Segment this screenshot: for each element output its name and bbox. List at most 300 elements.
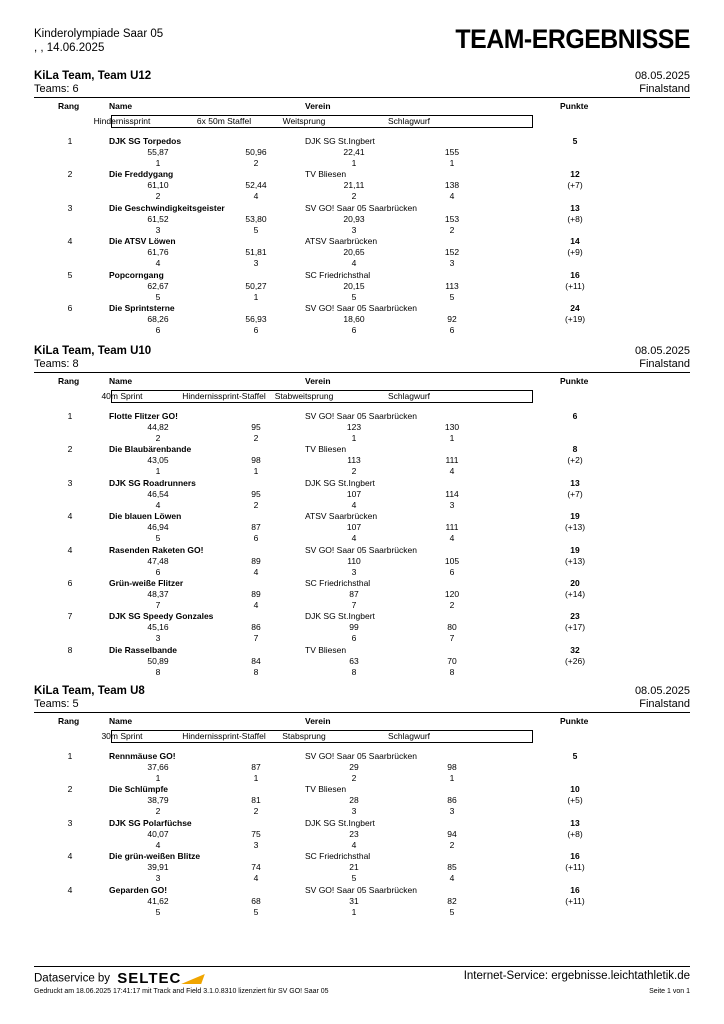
team-club: SV GO! Saar 05 Saarbrücken	[305, 884, 417, 895]
discipline-result: 40,07	[147, 828, 169, 839]
discipline-rank: 1	[155, 773, 161, 783]
discipline-result: 152	[444, 247, 460, 258]
col-punkte: Punkte	[560, 376, 589, 386]
discipline-result: 138	[444, 180, 460, 191]
team-name: Die Freddygang	[109, 169, 174, 180]
discipline-rank: 5	[253, 906, 259, 917]
discipline-result: 29	[349, 762, 359, 772]
discipline-rank: 2	[253, 806, 259, 817]
discipline-rank: 3	[351, 224, 357, 235]
team-points: 19	[570, 544, 580, 555]
discipline-rank: 5	[449, 291, 455, 302]
team-club: DJK SG St.Ingbert	[305, 136, 375, 146]
table-row	[34, 478, 690, 511]
discipline-result: 113	[445, 280, 459, 291]
discipline-result: 99	[349, 622, 359, 633]
team-name: Rasenden Raketen GO!	[109, 544, 204, 555]
table-row	[34, 169, 690, 202]
team-points: 12	[570, 169, 580, 180]
team-points: 23	[570, 611, 580, 622]
discipline-rank: 7	[449, 633, 455, 644]
discipline-rank: 6	[253, 325, 259, 335]
discipline-result: 41,62	[147, 895, 169, 906]
discipline-result: 48,37	[147, 589, 169, 599]
discipline-result: 70	[447, 655, 457, 666]
discipline-result: 87	[251, 762, 261, 772]
discipline-result: 37,66	[147, 762, 169, 772]
discipline-result: 22,41	[343, 147, 365, 157]
points-difference: (+11)	[565, 862, 585, 873]
points-difference: (+26)	[564, 655, 586, 666]
team-club: ATSV Saarbrücken	[305, 236, 378, 247]
points-difference: (+19)	[564, 314, 586, 324]
discipline-rank: 7	[351, 600, 357, 610]
discipline-rank: 1	[155, 158, 161, 168]
team-name: Geparden GO!	[109, 884, 168, 895]
team-points: 5	[572, 751, 578, 761]
event-date: , , 14.06.2025	[34, 42, 105, 54]
team-club: SC Friedrichsthal	[305, 269, 371, 280]
footer-dataservice	[34, 970, 203, 987]
discipline-result: 31	[349, 895, 359, 906]
discipline-result: 110	[347, 555, 361, 566]
discipline-rank: 3	[449, 258, 455, 269]
team-rank: 3	[67, 817, 73, 828]
team-rank: 4	[67, 851, 73, 862]
team-rank: 4	[67, 884, 73, 895]
discipline-result: 68,26	[147, 314, 169, 324]
section-team-count: Teams: 8	[34, 358, 79, 370]
discipline-rank: 1	[449, 773, 455, 783]
discipline-rank: 1	[351, 433, 357, 443]
discipline-rank: 3	[155, 633, 161, 644]
table-row	[34, 136, 690, 169]
discipline-result: 68	[251, 895, 261, 906]
discipline-result: 39,91	[147, 862, 169, 873]
team-rank: 8	[67, 644, 73, 655]
points-difference: (+13)	[564, 555, 586, 566]
discipline-rank: 1	[253, 773, 259, 783]
discipline-rank: 2	[253, 499, 259, 510]
team-club: SV GO! Saar 05 Saarbrücken	[305, 202, 417, 213]
section-team-count: Teams: 6	[34, 83, 79, 95]
team-rank: 4	[67, 511, 73, 522]
col-verein: Verein	[305, 716, 331, 726]
discipline-result: 28	[349, 795, 359, 806]
header-rule	[34, 97, 690, 98]
discipline-result: 155	[444, 147, 460, 157]
discipline-rank: 6	[155, 325, 161, 335]
discipline-result: 80	[447, 622, 457, 633]
discipline-rank: 4	[449, 533, 455, 544]
discipline-header: Hindernissprint-Staffel	[182, 391, 266, 401]
discipline-header: 40m Sprint	[101, 391, 143, 401]
discipline-result: 81	[251, 795, 261, 806]
discipline-result: 51,81	[245, 247, 267, 258]
team-name: Die Rasselbande	[109, 644, 178, 655]
team-name: Die Schlümpfe	[109, 784, 169, 795]
team-club: TV Bliesen	[305, 444, 347, 455]
team-points: 5	[572, 136, 578, 146]
discipline-rank: 4	[155, 258, 161, 269]
discipline-header: Weitsprung	[282, 116, 326, 126]
discipline-rank: 7	[155, 600, 161, 610]
discipline-result: 95	[251, 488, 261, 499]
team-rank: 4	[67, 236, 73, 247]
footer-page: Seite 1 von 1	[649, 988, 690, 995]
discipline-rank: 6	[351, 325, 357, 335]
table-row	[34, 511, 690, 544]
points-difference: (+17)	[564, 622, 586, 633]
points-difference: (+14)	[564, 589, 586, 599]
section-status: Finalstand	[639, 698, 690, 710]
discipline-result: 82	[447, 895, 457, 906]
section-team-count: Teams: 5	[34, 698, 79, 710]
discipline-result: 53,80	[245, 213, 267, 224]
discipline-rank: 4	[155, 499, 161, 510]
discipline-rank: 4	[351, 533, 357, 544]
discipline-result: 62,67	[147, 280, 169, 291]
team-club: DJK SG St.Ingbert	[305, 477, 375, 488]
discipline-result: 50,89	[147, 655, 169, 666]
discipline-rank: 2	[253, 158, 259, 168]
table-row	[34, 411, 690, 444]
discipline-rank: 2	[155, 191, 161, 202]
discipline-header: 6x 50m Staffel	[196, 116, 252, 126]
discipline-rank: 1	[449, 158, 455, 168]
team-name: Flotte Flitzer GO!	[109, 411, 178, 421]
team-name: Die ATSV Löwen	[109, 236, 176, 247]
discipline-result: 153	[444, 213, 460, 224]
column-headers	[34, 101, 690, 113]
discipline-rank: 1	[155, 466, 161, 477]
table-row	[34, 303, 690, 336]
discipline-result: 38,79	[147, 795, 169, 806]
discipline-result: 75	[251, 828, 261, 839]
discipline-result: 123	[346, 422, 362, 432]
table-row	[34, 611, 690, 644]
team-name: DJK SG Polarfüchse	[109, 817, 192, 828]
discipline-rank: 1	[253, 291, 259, 302]
team-rank: 1	[67, 411, 73, 421]
discipline-rank: 3	[351, 806, 357, 817]
discipline-rank: 3	[449, 499, 455, 510]
discipline-result: 94	[447, 828, 457, 839]
team-name: DJK SG Speedy Gonzales	[109, 611, 214, 622]
team-club: SC Friedrichsthal	[305, 851, 371, 862]
team-club: TV Bliesen	[305, 784, 347, 795]
discipline-result: 89	[251, 589, 261, 599]
team-club: TV Bliesen	[305, 169, 347, 180]
discipline-rank: 2	[155, 433, 161, 443]
team-club: SV GO! Saar 05 Saarbrücken	[305, 544, 417, 555]
team-points: 8	[572, 444, 578, 455]
points-difference: (+5)	[567, 795, 583, 806]
section-status: Finalstand	[639, 83, 690, 95]
table-row	[34, 578, 690, 611]
col-verein: Verein	[305, 101, 331, 111]
team-points: 13	[570, 817, 580, 828]
section-date: 08.05.2025	[634, 345, 690, 357]
discipline-rank: 4	[253, 191, 259, 202]
team-name: Die blauen Löwen	[109, 511, 182, 522]
team-rank: 2	[67, 169, 73, 180]
discipline-result: 98	[251, 455, 261, 466]
header-rule	[34, 372, 690, 373]
discipline-result: 111	[445, 522, 459, 533]
discipline-rank: 4	[449, 873, 455, 884]
discipline-header: Stabsprung	[282, 731, 326, 741]
points-difference: (+9)	[567, 247, 583, 258]
discipline-result: 56,93	[245, 314, 267, 324]
discipline-result: 107	[346, 488, 362, 499]
discipline-rank: 5	[351, 873, 357, 884]
discipline-rank: 7	[253, 633, 259, 644]
team-name: Rennmäuse GO!	[109, 751, 176, 761]
discipline-rank: 1	[351, 906, 357, 917]
discipline-rank: 2	[351, 191, 357, 202]
discipline-rank: 4	[253, 566, 259, 577]
discipline-result: 23	[349, 828, 359, 839]
table-row	[34, 751, 690, 784]
col-name: Name	[109, 376, 133, 386]
section-status: Finalstand	[639, 358, 690, 370]
team-points: 13	[570, 202, 580, 213]
discipline-rank: 5	[155, 291, 161, 302]
discipline-result: 114	[445, 488, 459, 499]
discipline-rank: 8	[449, 666, 455, 677]
discipline-result: 87	[251, 522, 261, 533]
discipline-rank: 6	[253, 533, 259, 544]
discipline-result: 105	[444, 555, 460, 566]
discipline-rank: 5	[155, 533, 161, 544]
team-points: 14	[570, 236, 580, 247]
discipline-result: 21,11	[343, 180, 365, 191]
table-row	[34, 851, 690, 884]
discipline-result: 98	[447, 762, 457, 772]
table-row	[34, 818, 690, 851]
discipline-rank: 3	[253, 839, 259, 850]
team-club: DJK SG St.Ingbert	[305, 611, 375, 622]
points-difference: (+13)	[564, 522, 586, 533]
col-rang: Rang	[58, 101, 80, 111]
discipline-header: 30m Sprint	[101, 731, 143, 741]
discipline-result: 21	[349, 862, 359, 873]
team-name: DJK SG Roadrunners	[109, 477, 196, 488]
section-title: KiLa Team, Team U8	[34, 685, 145, 697]
discipline-rank: 2	[351, 773, 357, 783]
dataservice-label: Dataservice by	[34, 972, 111, 985]
page-title: TEAM-ERGEBNISSE	[455, 24, 690, 54]
discipline-rank: 4	[449, 191, 455, 202]
team-points: 19	[570, 511, 580, 522]
discipline-result: 46,54	[147, 488, 169, 499]
discipline-result: 44,82	[147, 422, 169, 432]
discipline-rank: 4	[351, 258, 357, 269]
discipline-result: 61,52	[147, 213, 169, 224]
discipline-rank: 4	[253, 873, 259, 884]
points-difference: (+11)	[565, 895, 585, 906]
points-difference: (+7)	[567, 488, 583, 499]
team-points: 24	[570, 303, 580, 313]
footer-printed: Gedruckt am 18.06.2025 17:41:17 mit Track and Field 3.1.0.8310 lizenziert für SV GO! Saar 05	[34, 988, 329, 995]
discipline-rank: 1	[449, 433, 455, 443]
discipline-rank: 6	[449, 325, 455, 335]
discipline-result: 85	[447, 862, 457, 873]
team-points: 32	[570, 644, 580, 655]
discipline-rank: 4	[155, 839, 161, 850]
discipline-rank: 8	[253, 666, 259, 677]
col-rang: Rang	[58, 716, 80, 726]
team-points: 16	[570, 269, 580, 280]
table-row	[34, 270, 690, 303]
discipline-header: Hindernissprint	[93, 116, 151, 126]
discipline-result: 50,27	[245, 280, 267, 291]
discipline-result: 47,48	[147, 555, 169, 566]
points-difference: (+11)	[565, 280, 585, 291]
table-row	[34, 236, 690, 269]
discipline-result: 20,15	[343, 280, 365, 291]
discipline-result: 45,16	[147, 622, 169, 633]
discipline-rank: 2	[449, 839, 455, 850]
points-difference: (+8)	[567, 828, 583, 839]
col-name: Name	[109, 101, 133, 111]
discipline-rank: 8	[351, 666, 357, 677]
discipline-result: 113	[347, 455, 361, 466]
discipline-result: 20,93	[343, 213, 365, 224]
team-points: 16	[570, 851, 580, 862]
discipline-result: 50,96	[245, 147, 267, 157]
section-title: KiLa Team, Team U10	[34, 345, 152, 357]
discipline-rank: 3	[155, 873, 161, 884]
team-name: Popcorngang	[109, 269, 164, 280]
discipline-rank: 4	[351, 839, 357, 850]
discipline-result: 61,76	[147, 247, 169, 258]
discipline-rank: 2	[449, 224, 455, 235]
team-rank: 1	[67, 751, 73, 761]
column-headers	[34, 716, 690, 728]
discipline-result: 20,65	[343, 247, 365, 258]
team-points: 13	[570, 477, 580, 488]
team-rank: 3	[67, 202, 73, 213]
section-date: 08.05.2025	[634, 685, 690, 697]
discipline-rank: 2	[253, 433, 259, 443]
team-rank: 4	[67, 544, 73, 555]
team-club: SV GO! Saar 05 Saarbrücken	[305, 751, 417, 761]
discipline-rank: 6	[351, 633, 357, 644]
team-name: Grün-weiße Flitzer	[109, 578, 184, 588]
table-row	[34, 885, 690, 918]
discipline-result: 89	[251, 555, 261, 566]
discipline-rank: 1	[351, 158, 357, 168]
discipline-rank: 5	[155, 906, 161, 917]
team-name: Die Blaubärenbande	[109, 444, 192, 455]
event-name: Kinderolympiade Saar 05	[34, 28, 164, 40]
discipline-result: 87	[349, 589, 359, 599]
team-rank: 7	[67, 611, 73, 622]
team-name: Die Geschwindigkeitsgeister	[109, 202, 225, 213]
discipline-rank: 5	[449, 906, 455, 917]
discipline-header: Schlagwurf	[387, 391, 431, 401]
points-difference: (+2)	[567, 455, 583, 466]
team-name: Die grün-weißen Blitze	[109, 851, 201, 862]
table-row	[34, 545, 690, 578]
discipline-result: 18,60	[343, 314, 365, 324]
discipline-rank: 6	[155, 566, 161, 577]
discipline-result: 74	[251, 862, 261, 873]
discipline-rank: 3	[351, 566, 357, 577]
discipline-rank: 4	[253, 600, 259, 610]
discipline-result: 120	[444, 589, 460, 599]
discipline-rank: 8	[155, 666, 161, 677]
discipline-rank: 5	[351, 291, 357, 302]
team-rank: 2	[67, 784, 73, 795]
col-punkte: Punkte	[560, 101, 589, 111]
col-name: Name	[109, 716, 133, 726]
col-verein: Verein	[305, 376, 331, 386]
discipline-result: 111	[445, 455, 459, 466]
seltec-logo: SELTEC	[117, 970, 203, 987]
team-rank: 5	[67, 269, 73, 280]
team-club: SV GO! Saar 05 Saarbrücken	[305, 303, 417, 313]
discipline-rank: 3	[155, 224, 161, 235]
footer-internet-service: Internet-Service: ergebnisse.leichtathletik.de	[463, 970, 690, 982]
team-rank: 1	[67, 136, 73, 146]
team-points: 16	[570, 884, 580, 895]
team-rank: 2	[67, 444, 73, 455]
discipline-rank: 2	[155, 806, 161, 817]
discipline-result: 61,10	[147, 180, 169, 191]
discipline-rank: 4	[449, 466, 455, 477]
col-rang: Rang	[58, 376, 80, 386]
footer-divider	[34, 966, 690, 967]
team-club: DJK SG St.Ingbert	[305, 817, 375, 828]
discipline-result: 55,87	[147, 147, 169, 157]
discipline-rank: 2	[351, 466, 357, 477]
discipline-result: 107	[346, 522, 362, 533]
team-club: TV Bliesen	[305, 644, 347, 655]
points-difference: (+7)	[567, 180, 583, 191]
team-rank: 6	[67, 578, 73, 588]
team-rank: 3	[67, 477, 73, 488]
discipline-result: 63	[349, 655, 359, 666]
column-headers	[34, 376, 690, 388]
points-difference: (+8)	[567, 213, 583, 224]
discipline-result: 46,94	[147, 522, 169, 533]
team-club: SC Friedrichsthal	[305, 578, 371, 588]
discipline-result: 92	[447, 314, 457, 324]
team-name: Die Sprintsterne	[109, 303, 175, 313]
section-title: KiLa Team, Team U12	[34, 70, 152, 82]
team-rank: 6	[67, 303, 73, 313]
table-row	[34, 784, 690, 817]
team-club: ATSV Saarbrücken	[305, 511, 378, 522]
table-row	[34, 645, 690, 678]
discipline-result: 52,44	[245, 180, 267, 191]
discipline-rank: 5	[253, 224, 259, 235]
discipline-header: Schlagwurf	[387, 116, 431, 126]
header-event	[34, 27, 163, 55]
discipline-result: 84	[251, 655, 261, 666]
table-row	[34, 444, 690, 477]
team-points: 10	[570, 784, 580, 795]
discipline-result: 95	[251, 422, 261, 432]
header-rule	[34, 712, 690, 713]
discipline-rank: 3	[253, 258, 259, 269]
discipline-result: 43,05	[147, 455, 169, 466]
discipline-rank: 2	[449, 600, 455, 610]
table-row	[34, 203, 690, 236]
